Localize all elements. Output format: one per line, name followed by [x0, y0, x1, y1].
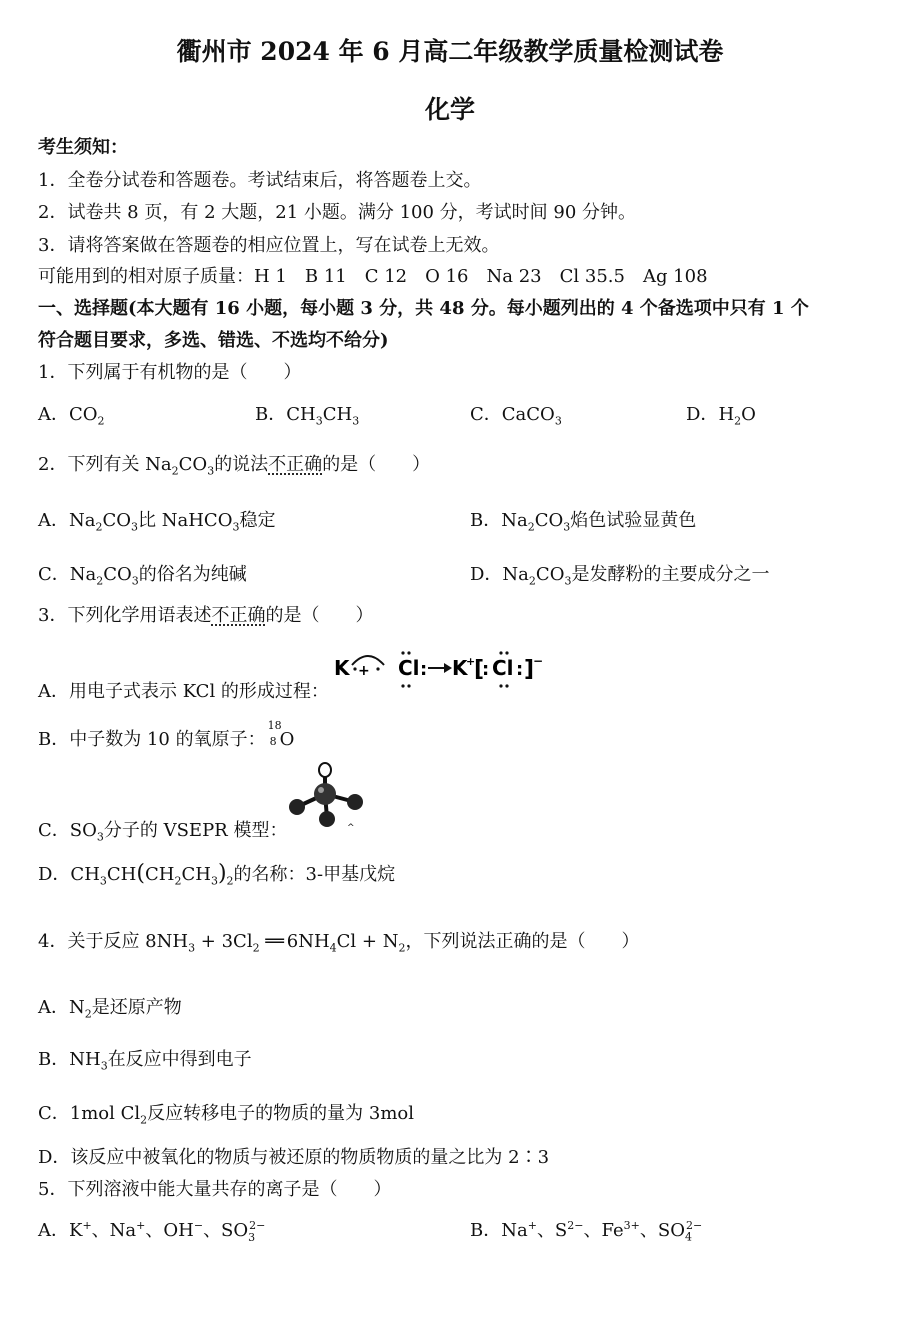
- svg-text::: :: [482, 659, 490, 680]
- q3-option-a: A．用电子式表示 KCl 的形成过程：: [38, 681, 329, 702]
- svg-text:−: −: [533, 654, 544, 668]
- q3-option-c: C．$SO_3$分子的 VSEPR 模型：: [38, 820, 288, 844]
- atomic-masses: 可能用到的相对原子质量：H 1 B 11 C 12 O 16 Na 23 Cl 35.5 Ag 108: [38, 266, 708, 287]
- q4-option-c: C．1mol $Cl_2$反应转移电子的物质的量为 3mol: [38, 1103, 414, 1127]
- ef-k: K: [334, 656, 350, 680]
- q4-option-a: A．$N_2$是还原产物: [38, 997, 182, 1021]
- ef-k-result: K: [452, 656, 468, 680]
- q2-option-d: D．$Na_2CO_3$是发酵粉的主要成分之一: [470, 564, 770, 588]
- section-heading-line1: 一、选择题(本大题有 16 小题，每小题 3 分，共 48 分。每小题列出的 4 个备选项中只有 1 个: [38, 298, 809, 319]
- q1-stem: 1．下列属于有机物的是（ ）: [38, 362, 302, 383]
- q3-option-b: B．中子数为 10 的氧原子： 18 8 O: [38, 719, 295, 750]
- svg-text:^: ^: [347, 823, 355, 833]
- notice-item-1: 1．全卷分试卷和答题卷。考试结束后，将答题卷上交。: [38, 170, 482, 191]
- page-title: 衢州市 2024 年 6 月高二年级教学质量检测试卷: [176, 37, 724, 66]
- svg-text::: :: [516, 659, 524, 680]
- q5-option-b: B．Na+、$S^{2-}$、$Fe^{3+}$、$SO_4^{2-}$: [470, 1219, 703, 1244]
- q1-option-a: A．$CO_2$: [38, 404, 105, 428]
- q4-option-b: B．$NH_3$在反应中得到电子: [38, 1049, 252, 1073]
- kcl-electron-formula: [328, 643, 548, 695]
- subject-title: 化学: [424, 95, 475, 124]
- svg-text:+: +: [358, 663, 370, 679]
- so3-vsepr-model-figure: [283, 762, 368, 834]
- q1-option-b: B．$CH_3CH_3$: [255, 404, 360, 428]
- q5-stem: 5．下列溶液中能大量共存的离子是（ ）: [38, 1179, 392, 1200]
- q5-option-a: A．K+、Na+、OH−、$SO_3^{2-}$: [38, 1219, 266, 1244]
- svg-text:Cl: Cl: [492, 656, 514, 680]
- ef-cl: Cl: [398, 656, 420, 680]
- q2-option-b: B．$Na_2CO_3$焰色试验显黄色: [470, 510, 697, 534]
- section-heading-line2: 符合题目要求，多选、错选、不选均不给分): [38, 330, 389, 351]
- q2-option-c: C．$Na_2CO_3$的俗名为纯碱: [38, 564, 247, 588]
- q2-option-a: A．$Na_2CO_3$比 NaHCO$_3$稳定: [38, 510, 276, 534]
- svg-text:]: ]: [524, 657, 535, 682]
- notice-heading: 考生须知：: [38, 137, 128, 158]
- svg-text:+: +: [466, 655, 476, 668]
- svg-text::: :: [420, 659, 428, 680]
- q4-option-d: D．该反应中被氧化的物质与被还原的物质物质的量之比为 2∶3: [38, 1147, 550, 1168]
- notice-item-3: 3．请将答案做在答题卷的相应位置上，写在试卷上无效。: [38, 235, 500, 256]
- svg-text:[: [: [474, 657, 485, 682]
- q2-stem: 2．下列有关 $Na_2CO_3$的说法不正确的是（ ）: [38, 454, 431, 478]
- q4-stem: 4．关于反应 $8NH_3 + 3Cl_2$ ══ $6NH_4Cl + N_2$，下列说法正确的是（ ）: [38, 931, 640, 955]
- notice-item-2: 2．试卷共 8 页，有 2 大题，21 小题。满分 100 分，考试时间 90 分钟。: [38, 202, 637, 223]
- q1-option-c: C．CaCO$_3$: [470, 404, 562, 428]
- q1-option-d: D．$H_2O$: [686, 404, 756, 428]
- q3-option-d: D．$CH_3CH(CH_2CH_3)_2$的名称：3-甲基戊烷: [38, 861, 396, 888]
- q3-stem: 3．下列化学用语表述不正确的是（ ）: [38, 605, 374, 626]
